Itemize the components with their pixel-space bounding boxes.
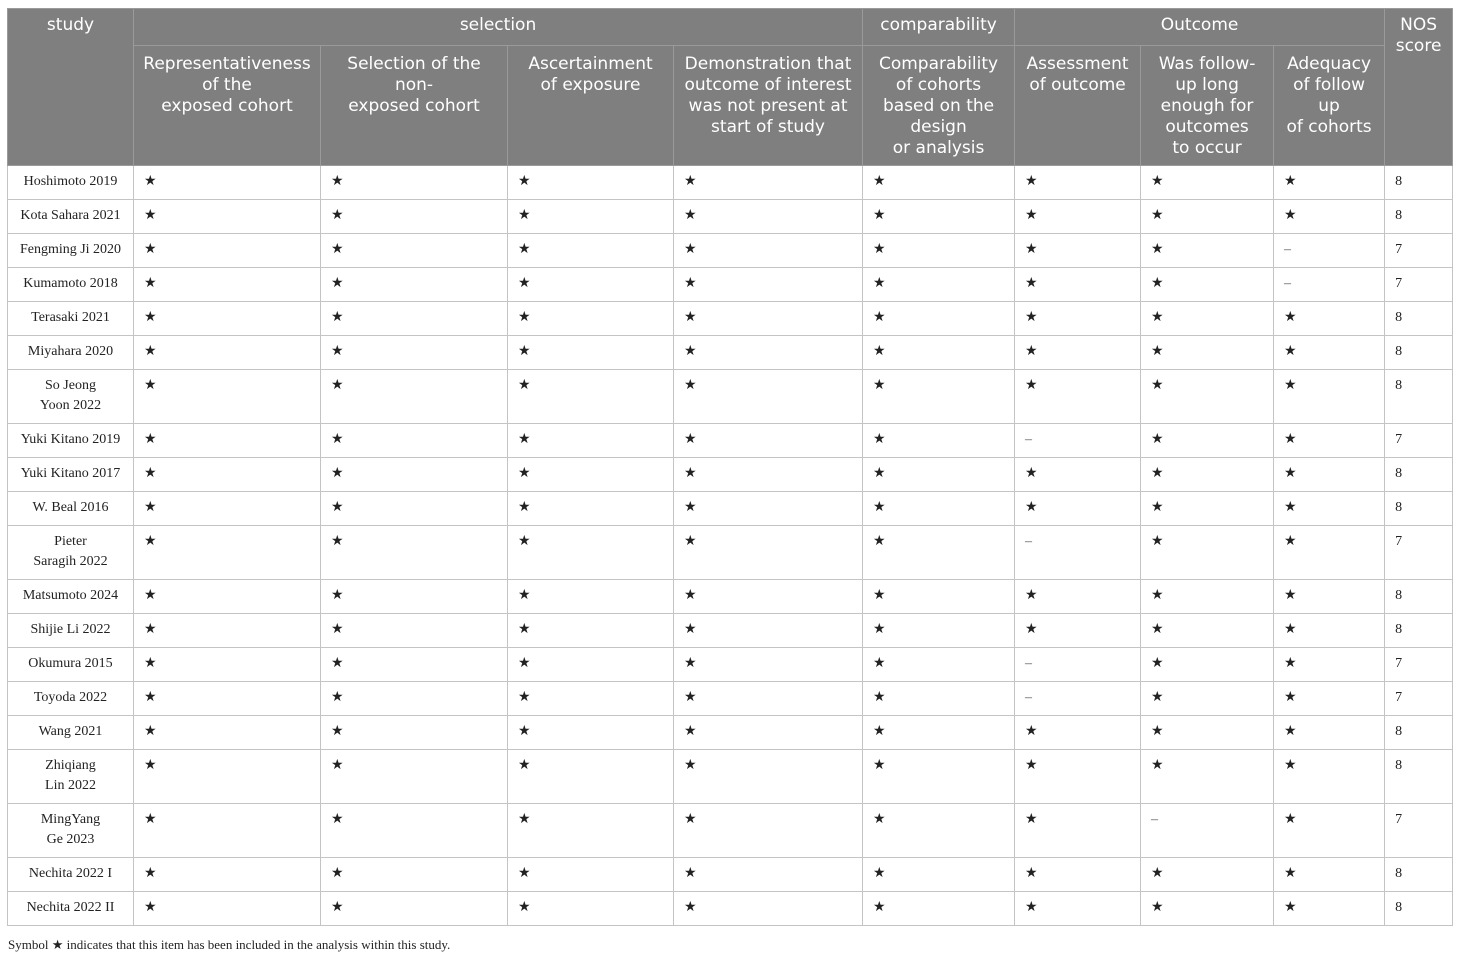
star-mark-cell: ★: [863, 804, 1015, 858]
star-mark-cell: ★: [508, 336, 674, 370]
table-header: [8, 9, 1453, 166]
star-mark-cell: ★: [1274, 804, 1385, 858]
header-outcome: Outcome: [1015, 9, 1385, 46]
star-mark-cell: ★: [508, 458, 674, 492]
star-mark-cell: ★: [674, 302, 863, 336]
study-name-cell: Miyahara 2020: [8, 336, 134, 370]
star-mark-cell: ★: [863, 302, 1015, 336]
star-mark-cell: ★: [1274, 424, 1385, 458]
star-mark-cell: ★: [321, 804, 508, 858]
table-row: [8, 336, 1453, 370]
star-mark-cell: ★: [1274, 458, 1385, 492]
star-mark-cell: ★: [134, 268, 321, 302]
star-mark-cell: ★: [1015, 580, 1141, 614]
star-mark-cell: ★: [863, 336, 1015, 370]
star-mark-cell: ★: [321, 234, 508, 268]
star-mark-cell: ★: [863, 370, 1015, 424]
table-row: [8, 892, 1453, 926]
star-mark-cell: ★: [863, 166, 1015, 200]
star-mark-cell: ★: [1141, 716, 1274, 750]
star-mark-cell: ★: [1274, 370, 1385, 424]
nos-score-cell: 7: [1385, 268, 1453, 302]
star-mark-cell: ★: [863, 682, 1015, 716]
study-name-cell: Okumura 2015: [8, 648, 134, 682]
nos-score-cell: 7: [1385, 234, 1453, 268]
sub-header: Demonstration that outcome of interest was not present at start of study: [674, 46, 863, 166]
star-mark-cell: ★: [321, 716, 508, 750]
star-mark-cell: ★: [1141, 302, 1274, 336]
star-mark-cell: ★: [1141, 268, 1274, 302]
star-mark-cell: ★: [508, 424, 674, 458]
star-mark-cell: ★: [134, 648, 321, 682]
star-mark-cell: ★: [674, 424, 863, 458]
star-mark-cell: ★: [1141, 424, 1274, 458]
sub-header: Selection of the non- exposed cohort: [321, 46, 508, 166]
star-mark-cell: ★: [863, 234, 1015, 268]
star-mark-cell: ★: [1015, 614, 1141, 648]
star-mark-cell: ★: [1274, 750, 1385, 804]
star-mark-cell: ★: [863, 458, 1015, 492]
study-name-cell: Kumamoto 2018: [8, 268, 134, 302]
table-footnote: Symbol ★ indicates that this item has been included in the analysis within this study.: [8, 937, 451, 952]
star-mark-cell: ★: [1015, 892, 1141, 926]
nos-score-cell: 8: [1385, 200, 1453, 234]
star-mark-cell: ★: [1015, 234, 1141, 268]
star-mark-cell: ★: [674, 492, 863, 526]
star-mark-cell: ★: [508, 892, 674, 926]
sub-header-row: [8, 46, 1453, 166]
star-mark-cell: ★: [674, 804, 863, 858]
group-header-row: [8, 9, 1453, 46]
star-mark-cell: ★: [134, 336, 321, 370]
nos-score-cell: 7: [1385, 424, 1453, 458]
table-row: [8, 804, 1453, 858]
star-mark-cell: ★: [508, 370, 674, 424]
star-mark-cell: ★: [134, 302, 321, 336]
star-mark-cell: ★: [674, 458, 863, 492]
study-name-cell: Toyoda 2022: [8, 682, 134, 716]
header-comparability: comparability: [863, 9, 1015, 46]
star-mark-cell: ★: [134, 234, 321, 268]
dash-mark-cell: –: [1015, 648, 1141, 682]
star-mark-cell: ★: [134, 682, 321, 716]
star-mark-cell: ★: [1274, 580, 1385, 614]
star-mark-cell: ★: [863, 892, 1015, 926]
star-mark-cell: ★: [1141, 892, 1274, 926]
table-row: [8, 492, 1453, 526]
star-mark-cell: ★: [134, 526, 321, 580]
study-name-cell: So Jeong Yoon 2022: [8, 370, 134, 424]
study-name-cell: Nechita 2022 II: [8, 892, 134, 926]
star-mark-cell: ★: [508, 716, 674, 750]
star-mark-cell: ★: [1015, 804, 1141, 858]
star-mark-cell: ★: [134, 804, 321, 858]
dash-mark-cell: –: [1015, 424, 1141, 458]
star-mark-cell: ★: [508, 648, 674, 682]
star-mark-cell: ★: [1015, 200, 1141, 234]
star-mark-cell: ★: [321, 580, 508, 614]
star-mark-cell: ★: [321, 858, 508, 892]
nos-score-cell: 8: [1385, 166, 1453, 200]
star-mark-cell: ★: [1274, 614, 1385, 648]
study-name-cell: Zhiqiang Lin 2022: [8, 750, 134, 804]
star-mark-cell: ★: [674, 716, 863, 750]
nos-score-cell: 8: [1385, 492, 1453, 526]
star-mark-cell: ★: [1141, 648, 1274, 682]
table-row: [8, 424, 1453, 458]
nos-score-cell: 7: [1385, 526, 1453, 580]
star-mark-cell: ★: [321, 424, 508, 458]
study-name-cell: W. Beal 2016: [8, 492, 134, 526]
study-name-cell: Yuki Kitano 2019: [8, 424, 134, 458]
star-mark-cell: ★: [508, 268, 674, 302]
star-mark-cell: ★: [674, 750, 863, 804]
star-mark-cell: ★: [1015, 268, 1141, 302]
star-mark-cell: ★: [863, 716, 1015, 750]
table-row: [8, 166, 1453, 200]
star-mark-cell: ★: [1141, 858, 1274, 892]
star-mark-cell: ★: [321, 526, 508, 580]
star-mark-cell: ★: [1015, 370, 1141, 424]
star-mark-cell: ★: [863, 648, 1015, 682]
study-name-cell: Yuki Kitano 2017: [8, 458, 134, 492]
star-mark-cell: ★: [1141, 682, 1274, 716]
star-mark-cell: ★: [321, 614, 508, 648]
star-mark-cell: ★: [1141, 234, 1274, 268]
star-mark-cell: ★: [321, 458, 508, 492]
study-name-cell: Nechita 2022 I: [8, 858, 134, 892]
star-mark-cell: ★: [674, 648, 863, 682]
star-mark-cell: ★: [1141, 336, 1274, 370]
star-mark-cell: ★: [134, 716, 321, 750]
nos-score-cell: 7: [1385, 682, 1453, 716]
star-mark-cell: ★: [1274, 336, 1385, 370]
star-mark-cell: ★: [134, 892, 321, 926]
star-mark-cell: ★: [863, 580, 1015, 614]
table-row: [8, 648, 1453, 682]
sub-header: Adequacy of follow up of cohorts: [1274, 46, 1385, 166]
star-mark-cell: ★: [1274, 892, 1385, 926]
study-name-cell: MingYang Ge 2023: [8, 804, 134, 858]
star-mark-cell: ★: [1141, 166, 1274, 200]
star-mark-cell: ★: [1141, 458, 1274, 492]
sub-header: Comparability of cohorts based on the design or analysis: [863, 46, 1015, 166]
study-name-cell: Wang 2021: [8, 716, 134, 750]
star-mark-cell: ★: [321, 336, 508, 370]
table-row: [8, 614, 1453, 648]
star-mark-cell: ★: [508, 302, 674, 336]
star-mark-cell: ★: [508, 580, 674, 614]
star-mark-cell: ★: [863, 492, 1015, 526]
table-row: [8, 234, 1453, 268]
star-mark-cell: ★: [134, 200, 321, 234]
star-mark-cell: ★: [1141, 614, 1274, 648]
sub-header: Ascertainment of exposure: [508, 46, 674, 166]
star-mark-cell: ★: [508, 804, 674, 858]
star-mark-cell: ★: [1015, 166, 1141, 200]
nos-score-cell: 8: [1385, 858, 1453, 892]
star-mark-cell: ★: [508, 234, 674, 268]
star-mark-cell: ★: [863, 268, 1015, 302]
nos-score-cell: 8: [1385, 614, 1453, 648]
study-name-cell: Pieter Saragih 2022: [8, 526, 134, 580]
nos-score-cell: 8: [1385, 370, 1453, 424]
table-row: [8, 200, 1453, 234]
star-mark-cell: ★: [674, 200, 863, 234]
star-mark-cell: ★: [1141, 492, 1274, 526]
star-mark-cell: ★: [321, 682, 508, 716]
star-mark-cell: ★: [674, 166, 863, 200]
star-mark-cell: ★: [1274, 200, 1385, 234]
star-mark-cell: ★: [508, 200, 674, 234]
table-row: [8, 458, 1453, 492]
star-mark-cell: ★: [1274, 716, 1385, 750]
star-mark-cell: ★: [674, 858, 863, 892]
star-mark-cell: ★: [508, 492, 674, 526]
star-mark-cell: ★: [674, 234, 863, 268]
star-mark-cell: ★: [134, 750, 321, 804]
star-mark-cell: ★: [674, 336, 863, 370]
star-mark-cell: ★: [1141, 750, 1274, 804]
star-mark-cell: ★: [1274, 492, 1385, 526]
star-mark-cell: ★: [1274, 682, 1385, 716]
star-mark-cell: ★: [1015, 458, 1141, 492]
star-mark-cell: ★: [134, 458, 321, 492]
star-mark-cell: ★: [321, 892, 508, 926]
table-body: [8, 166, 1453, 926]
star-mark-cell: ★: [321, 302, 508, 336]
study-name-cell: Hoshimoto 2019: [8, 166, 134, 200]
sub-header: Was follow- up long enough for outcomes to occur: [1141, 46, 1274, 166]
table-row: [8, 268, 1453, 302]
star-mark-cell: ★: [508, 858, 674, 892]
dash-mark-cell: –: [1015, 526, 1141, 580]
star-mark-cell: ★: [674, 370, 863, 424]
star-mark-cell: ★: [508, 614, 674, 648]
star-mark-cell: ★: [863, 858, 1015, 892]
star-mark-cell: ★: [508, 750, 674, 804]
nos-score-cell: 8: [1385, 302, 1453, 336]
table-row: [8, 526, 1453, 580]
dash-mark-cell: –: [1015, 682, 1141, 716]
star-mark-cell: ★: [1015, 858, 1141, 892]
sub-header: Assessment of outcome: [1015, 46, 1141, 166]
star-mark-cell: ★: [1274, 648, 1385, 682]
star-mark-cell: ★: [1015, 716, 1141, 750]
star-mark-cell: ★: [1015, 492, 1141, 526]
star-mark-cell: ★: [321, 166, 508, 200]
table-row: [8, 302, 1453, 336]
star-mark-cell: ★: [508, 526, 674, 580]
star-mark-cell: ★: [863, 526, 1015, 580]
study-name-cell: Terasaki 2021: [8, 302, 134, 336]
nos-score-cell: 8: [1385, 716, 1453, 750]
study-name-cell: Fengming Ji 2020: [8, 234, 134, 268]
star-mark-cell: ★: [134, 370, 321, 424]
nos-score-cell: 8: [1385, 458, 1453, 492]
star-mark-cell: ★: [321, 200, 508, 234]
study-name-cell: Matsumoto 2024: [8, 580, 134, 614]
sub-header: Representativeness of the exposed cohort: [134, 46, 321, 166]
star-mark-cell: ★: [134, 858, 321, 892]
header-study: study: [8, 9, 134, 166]
star-mark-cell: ★: [1274, 858, 1385, 892]
table-row: [8, 370, 1453, 424]
nos-score-cell: 8: [1385, 580, 1453, 614]
star-mark-cell: ★: [1015, 750, 1141, 804]
nos-score-cell: 7: [1385, 804, 1453, 858]
star-mark-cell: ★: [674, 682, 863, 716]
nos-score-cell: 8: [1385, 750, 1453, 804]
star-mark-cell: ★: [674, 526, 863, 580]
nos-score-cell: 7: [1385, 648, 1453, 682]
star-mark-cell: ★: [1015, 302, 1141, 336]
nos-score-cell: 8: [1385, 336, 1453, 370]
star-mark-cell: ★: [321, 492, 508, 526]
dash-mark-cell: –: [1274, 268, 1385, 302]
table-row: [8, 858, 1453, 892]
star-mark-cell: ★: [1274, 526, 1385, 580]
star-mark-cell: ★: [863, 200, 1015, 234]
table-row: [8, 716, 1453, 750]
star-mark-cell: ★: [1141, 580, 1274, 614]
star-mark-cell: ★: [1274, 166, 1385, 200]
star-mark-cell: ★: [1141, 526, 1274, 580]
nos-score-cell: 8: [1385, 892, 1453, 926]
star-mark-cell: ★: [674, 892, 863, 926]
table-row: [8, 682, 1453, 716]
header-nos-score: NOS score: [1385, 9, 1453, 166]
study-name-cell: Shijie Li 2022: [8, 614, 134, 648]
star-mark-cell: ★: [134, 166, 321, 200]
star-mark-cell: ★: [674, 268, 863, 302]
star-mark-cell: ★: [321, 750, 508, 804]
star-mark-cell: ★: [321, 648, 508, 682]
star-mark-cell: ★: [134, 492, 321, 526]
star-mark-cell: ★: [134, 580, 321, 614]
star-mark-cell: ★: [674, 614, 863, 648]
star-mark-cell: ★: [863, 750, 1015, 804]
table-row: [8, 750, 1453, 804]
star-mark-cell: ★: [134, 424, 321, 458]
study-name-cell: Kota Sahara 2021: [8, 200, 134, 234]
star-mark-cell: ★: [1141, 200, 1274, 234]
star-mark-cell: ★: [134, 614, 321, 648]
star-mark-cell: ★: [1015, 336, 1141, 370]
star-mark-cell: ★: [1274, 302, 1385, 336]
table-row: [8, 580, 1453, 614]
dash-mark-cell: –: [1274, 234, 1385, 268]
nos-quality-table: [7, 8, 1453, 926]
star-mark-cell: ★: [674, 580, 863, 614]
star-mark-cell: ★: [508, 166, 674, 200]
star-mark-cell: ★: [321, 268, 508, 302]
star-mark-cell: ★: [863, 424, 1015, 458]
star-mark-cell: ★: [321, 370, 508, 424]
header-selection: selection: [134, 9, 863, 46]
star-mark-cell: ★: [1141, 370, 1274, 424]
star-mark-cell: ★: [508, 682, 674, 716]
star-mark-cell: ★: [863, 614, 1015, 648]
dash-mark-cell: –: [1141, 804, 1274, 858]
